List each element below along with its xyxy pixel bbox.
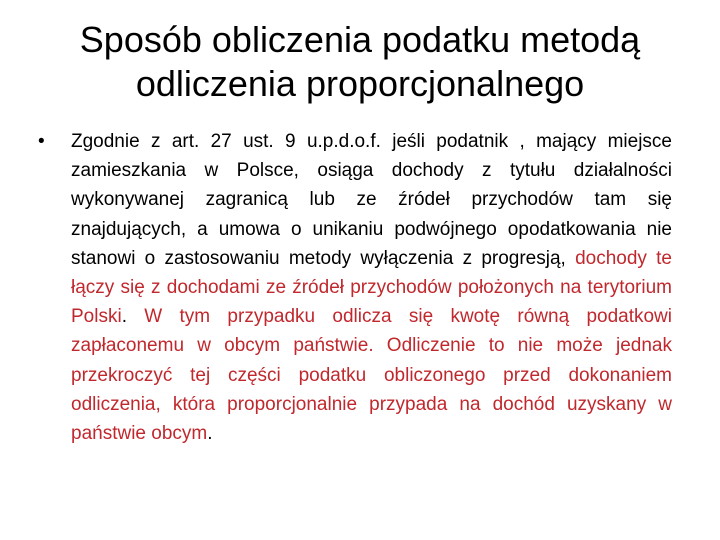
paragraph-text-highlight: dochody te łączy się z dochodami ze źródeł przychodów położonych na terytorium Polski [71, 247, 672, 328]
bullet-item [38, 127, 672, 448]
slide-title [30, 18, 690, 106]
bullet-icon: • [38, 131, 45, 152]
bullet-paragraph [71, 127, 672, 448]
paragraph-text-end: . [207, 423, 213, 445]
title-line-2: odliczenia proporcjonalnego [135, 63, 585, 104]
title-line-1: Sposób obliczenia podatku metodą [79, 19, 641, 60]
slide-body [38, 127, 672, 448]
paragraph-text-period: . [121, 306, 145, 328]
paragraph-text-black: Zgodnie z art. 27 ust. 9 u.p.d.o.f. jeśli podatnik , mający miejsce zamieszkania w Polsce, osiąga dochody z tytułu działalności wykonywanej zagranicą lub ze źródeł przychodów tam się znajdujących, a umowa o unikaniu podwójnego opodatkowania nie stanowi o zastosowaniu metody wyłączenia z progresją, [71, 131, 672, 269]
paragraph-text-highlight-2: W tym przypadku odlicza się kwotę równą podatkowi zapłaconemu w obcym państwie. Odliczenie to nie może jednak przekroczyć tej części podatku obliczonego przed dokonaniem odliczenia, która proporcjonalnie przypada na dochód uzyskany w państwie obcym [71, 306, 672, 445]
